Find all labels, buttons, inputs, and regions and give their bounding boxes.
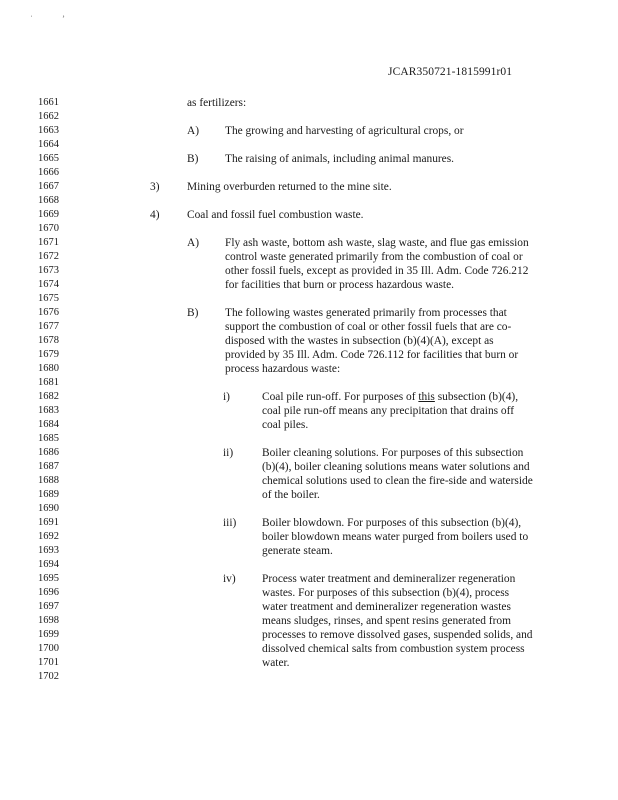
line-number: 1682 — [38, 391, 59, 402]
line-number: 1672 — [38, 251, 59, 262]
subparagraph-label-4a: A) — [187, 237, 200, 249]
line-number: 1700 — [38, 643, 59, 654]
clause-iv-line: water. — [262, 657, 290, 669]
line-number: 1673 — [38, 265, 59, 276]
line-number: 1695 — [38, 573, 59, 584]
line-number: 1668 — [38, 195, 59, 206]
line-number: 1674 — [38, 279, 59, 290]
line-number: 1697 — [38, 601, 59, 612]
paragraph-text-4: Coal and fossil fuel combustion waste. — [187, 209, 364, 221]
scan-mark-left: ˈ — [30, 14, 33, 24]
subparagraph-4a-line: control waste generated primarily from the combustion of coal or — [225, 251, 523, 263]
line-number: 1690 — [38, 503, 59, 514]
line-number: 1696 — [38, 587, 59, 598]
subparagraph-4b-line: disposed with the wastes in subsection (b)(4)(A), except as — [225, 335, 494, 347]
item-label-b: B) — [187, 153, 199, 165]
line-number: 1676 — [38, 307, 59, 318]
line-number: 1661 — [38, 97, 59, 108]
subparagraph-label-4b: B) — [187, 307, 199, 319]
clause-iii-line: generate steam. — [262, 545, 333, 557]
clause-ii-line: (b)(4), boiler cleaning solutions means water solutions and — [262, 461, 530, 473]
clause-ii-line: of the boiler. — [262, 489, 320, 501]
line-number: 1698 — [38, 615, 59, 626]
line-number: 1664 — [38, 139, 59, 150]
line-number: 1666 — [38, 167, 59, 178]
clause-i-line: coal pile run-off means any precipitation that drains off — [262, 405, 514, 417]
clause-iv-line: water treatment and demineralizer regeneration wastes — [262, 601, 511, 613]
clause-iii-line: Boiler blowdown. For purposes of this subsection (b)(4), — [262, 517, 522, 529]
line-number: 1669 — [38, 209, 59, 220]
clause-iv-line: Process water treatment and demineralizer regeneration — [262, 573, 516, 585]
clause-label-i: i) — [223, 391, 230, 403]
paragraph-label-4: 4) — [150, 209, 160, 221]
line-number: 1683 — [38, 405, 59, 416]
item-text-a: The growing and harvesting of agricultural crops, or — [225, 125, 464, 137]
line-number: 1701 — [38, 657, 59, 668]
subparagraph-4a-line: for facilities that burn or process hazardous waste. — [225, 279, 454, 291]
line-number: 1667 — [38, 181, 59, 192]
line-number: 1689 — [38, 489, 59, 500]
clause-iv-line: dissolved chemical salts from combustion system process — [262, 643, 525, 655]
clause-iv-line: wastes. For purposes of this subsection (b)(4), process — [262, 587, 510, 599]
paragraph-text-3: Mining overburden returned to the mine site. — [187, 181, 392, 193]
clause-i-line: coal piles. — [262, 419, 309, 431]
clause-ii-line: chemical solutions used to clean the fire-side and waterside — [262, 475, 533, 487]
line-number: 1679 — [38, 349, 59, 360]
line-number: 1686 — [38, 447, 59, 458]
clause-label-iii: iii) — [223, 517, 237, 529]
line-number: 1671 — [38, 237, 59, 248]
line-number: 1684 — [38, 419, 59, 430]
clause-iv-line: processes to remove dissolved gases, suspended solids, and — [262, 629, 533, 641]
subparagraph-4b-line: process hazardous waste: — [225, 363, 341, 375]
line-number: 1694 — [38, 559, 59, 570]
item-label-a: A) — [187, 125, 200, 137]
scan-mark-right: ’ — [62, 14, 65, 24]
line-number: 1663 — [38, 125, 59, 136]
paragraph-label-3: 3) — [150, 181, 160, 193]
line-number: 1662 — [38, 111, 59, 122]
clause-label-iv: iv) — [223, 573, 236, 585]
subparagraph-4b-line: support the combustion of coal or other fossil fuels that are co- — [225, 321, 512, 333]
subparagraph-4b-line: The following wastes generated primarily from processes that — [225, 307, 507, 319]
line-number: 1675 — [38, 293, 59, 304]
line-number: 1680 — [38, 363, 59, 374]
clause-ii-line: Boiler cleaning solutions. For purposes of this subsection — [262, 447, 524, 459]
line-number: 1691 — [38, 517, 59, 528]
clause-label-ii: ii) — [223, 447, 234, 459]
line-number: 1677 — [38, 321, 59, 332]
line-number: 1688 — [38, 475, 59, 486]
clause-iii-line: boiler blowdown means water purged from boilers used to — [262, 531, 529, 543]
line-number: 1702 — [38, 671, 59, 682]
line-number: 1692 — [38, 531, 59, 542]
line-number: 1670 — [38, 223, 59, 234]
line-number: 1693 — [38, 545, 59, 556]
subparagraph-4a-line: other fossil fuels, except as provided in 35 Ill. Adm. Code 726.212 — [225, 265, 529, 277]
subparagraph-4a-line: Fly ash waste, bottom ash waste, slag waste, and flue gas emission — [225, 237, 529, 249]
line-number: 1681 — [38, 377, 59, 388]
line-number: 1699 — [38, 629, 59, 640]
clause-iv-line: means sludges, rinses, and spent resins generated from — [262, 615, 511, 627]
line-number: 1665 — [38, 153, 59, 164]
document-id-header: JCAR350721-1815991r01 — [388, 66, 513, 78]
clause-i-line: Coal pile run-off. For purposes of this subsection (b)(4), — [262, 391, 519, 403]
line-number: 1687 — [38, 461, 59, 472]
continuation-line: as fertilizers: — [187, 97, 247, 109]
line-number: 1678 — [38, 335, 59, 346]
item-text-b: The raising of animals, including animal manures. — [225, 153, 455, 165]
line-number: 1685 — [38, 433, 59, 444]
subparagraph-4b-line: provided by 35 Ill. Adm. Code 726.112 for facilities that burn or — [225, 349, 519, 361]
